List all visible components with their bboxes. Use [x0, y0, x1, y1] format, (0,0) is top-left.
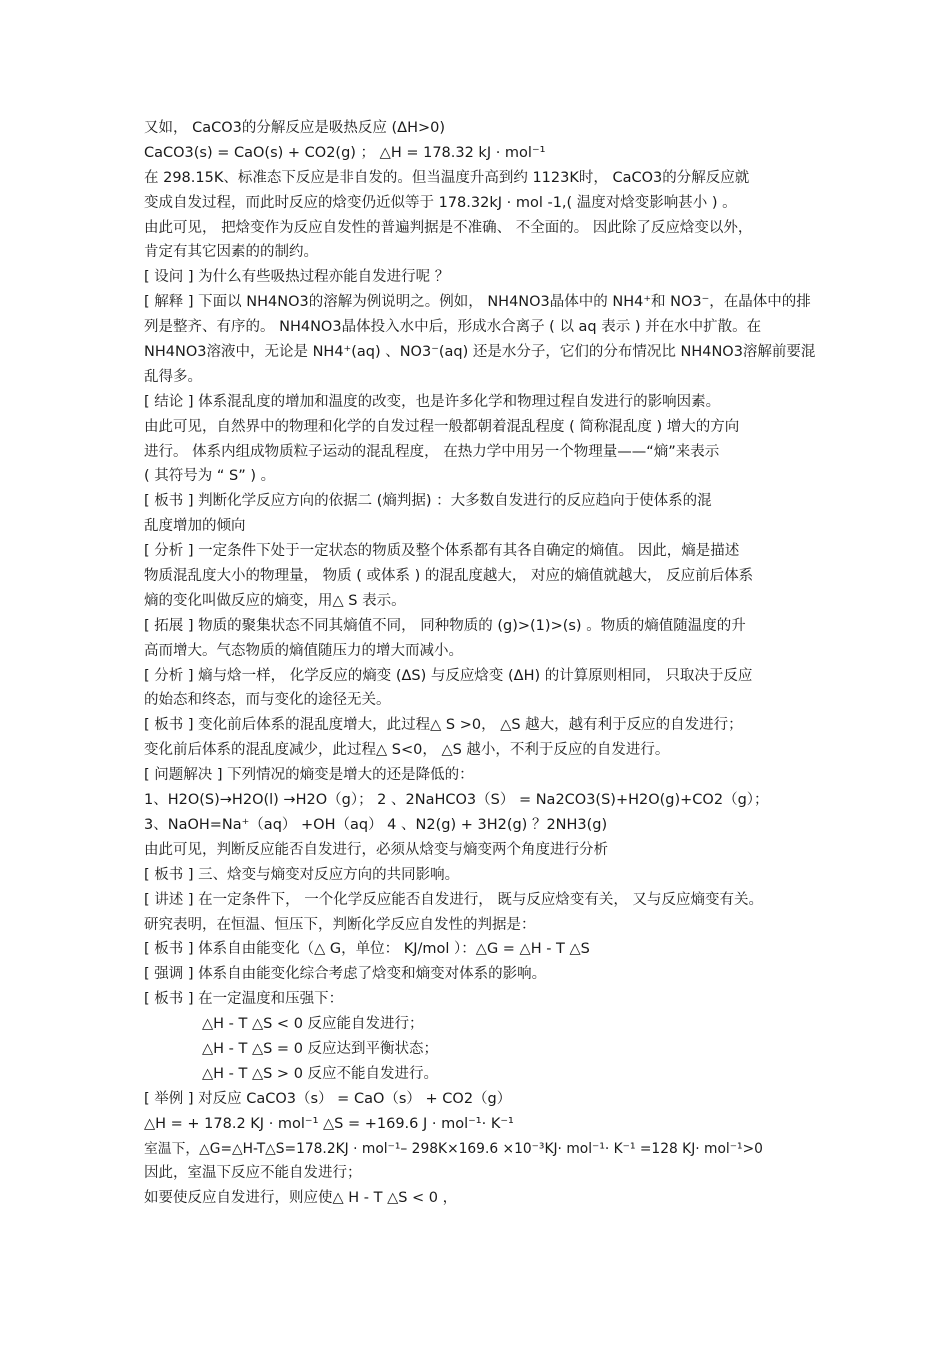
analysis-line: [ 分析 ] 熵与焓一样， 化学反应的熵变 (ΔS) 与反应焓变 (ΔH) 的计算原则相同， 只取决于反应	[144, 667, 753, 684]
criterion-line: △H - T △S = 0 反应达到平衡状态；	[202, 1040, 439, 1057]
board-note-line: [ 板书 ] 在一定温度和压强下：	[144, 991, 344, 1008]
text-line: 由此可见，自然界中的物理和化学的自发过程一般都朝着混乱程度 ( 简称混乱度 ) 增大的方向	[144, 418, 740, 435]
board-note-line: [ 板书 ] 变化前后体系的混乱度增大，此过程△ S >0， △S 越大，越有利于反应的自发进行；	[144, 717, 743, 734]
text-line: 乱度增加的倾向	[144, 518, 246, 535]
criterion-line: △H - T △S < 0 反应能自发进行；	[202, 1016, 424, 1033]
analysis-line: [ 分析 ] 一定条件下处于一定状态的物质及整个体系都有其各自确定的熵值。 因此，熵是描述	[144, 543, 740, 560]
text-line: 高而增大。气态物质的熵值随压力的增大而减小。	[144, 642, 463, 659]
text-line: NH4NO3溶液中，无论是 NH4⁺(aq) 、NO3⁻(aq) 还是水分子，它们的分布情况比 NH4NO3溶解前要混	[144, 344, 816, 361]
lecture-line: [ 讲述 ] 在一定条件下， 一个化学反应能否自发进行， 既与反应焓变有关， 又与反应熵变有关。	[144, 891, 763, 908]
equation-line: 1、H2O(S)→H2O(l) →H2O（g）； 2 、2NaHCO3（S） = Na2CO3(S)+H2O(g)+CO2（g）；	[144, 792, 769, 809]
board-note-line: [ 板书 ] 判断化学反应方向的依据二 (熵判据) ：大多数自发进行的反应趋向于使体系的混	[144, 493, 712, 510]
text-line: 又如， CaCO3的分解反应是吸热反应 (ΔH>0)	[144, 120, 446, 136]
text-line: 在 298.15K、标准态下反应是非自发的。但当温度升高到约 1123K时， CaCO3的分解反应就	[144, 169, 750, 186]
conclusion-line: [ 结论 ] 体系混乱度的增加和温度的改变，也是许多化学和物理过程自发进行的影响因素。	[144, 393, 721, 410]
text-line: 列是整齐、有序的。 NH4NO3晶体投入水中后，形成水合离子 ( 以 aq 表示 ) 并在水中扩散。在	[144, 319, 762, 336]
text-line: 熵的变化叫做反应的熵变，用△ S 表示。	[144, 592, 406, 609]
equation-line: 3、NaOH=Na⁺（aq） +OH（aq） 4 、N2(g) + 3H2(g) ？2NH3(g)	[144, 816, 608, 833]
extension-line: [ 拓展 ] 物质的聚集状态不同其熵值不同， 同种物质的 (g)>(1)>(s) 。物质的熵值随温度的升	[144, 617, 746, 634]
text-line: 变化前后体系的混乱度减少，此过程△ S<0， △S 越小，不利于反应的自发进行。	[144, 742, 670, 759]
board-note-line: [ 板书 ] 体系自由能变化（△ G，单位： KJ/mol ）：△G = △H - T △S	[144, 941, 590, 958]
calculation-line: 室温下，△G=△H-T△S=178.2KJ · mol⁻¹– 298K×169.6 ×10⁻³KJ· mol⁻¹· K⁻¹ =128 KJ· mol⁻¹>0	[144, 1140, 763, 1157]
text-line: 肯定有其它因素的的制约。	[144, 244, 318, 261]
text-line: 进行。 体系内组成物质粒子运动的混乱程度， 在热力学中用另一个物理量——“熵”来表示	[144, 443, 720, 460]
text-line: 的始态和终态，而与变化的途径无关。	[144, 692, 391, 709]
text-line: 由此可见， 把焓变作为反应自发性的普遍判据是不准确、 不全面的。 因此除了反应焓变以外，	[144, 219, 753, 236]
emphasis-line: [ 强调 ] 体系自由能变化综合考虑了焓变和熵变对体系的影响。	[144, 966, 547, 983]
question-line: [ 设问 ] 为什么有些吸热过程亦能自发进行呢 ？	[144, 269, 450, 286]
problem-line: [ 问题解决 ] 下列情况的熵变是增大的还是降低的：	[144, 767, 474, 784]
criterion-line: △H - T △S > 0 反应不能自发进行。	[202, 1065, 439, 1082]
equation-line: △H = + 178.2 KJ · mol⁻¹ △S = +169.6 J · mol⁻¹· K⁻¹	[144, 1115, 514, 1132]
text-line: [ 解释 ] 下面以 NH4NO3的溶解为例说明之。例如， NH4NO3晶体中的 NH4⁺和 NO3⁻，在晶体中的排	[144, 294, 811, 311]
example-line: [ 举例 ] 对反应 CaCO3（s） = CaO（s） + CO2（g）	[144, 1090, 512, 1107]
text-line: ( 其符号为 “ S” ) 。	[144, 468, 276, 485]
text-line: 如要使反应自发进行，则应使△ H - T △S < 0 ，	[144, 1190, 458, 1207]
text-line: 由此可见，判断反应能否自发进行，必须从焓变与熵变两个角度进行分析	[144, 841, 608, 858]
text-line: 研究表明，在恒温、恒压下，判断化学反应自发性的判据是：	[144, 916, 536, 933]
text-line: 因此，室温下反应不能自发进行；	[144, 1165, 362, 1182]
text-line: CaCO3(s) = CaO(s) + CO2(g) ； △H = 178.32 kJ · mol⁻¹	[144, 144, 546, 161]
text-line: 变成自发过程，而此时反应的焓变仍近似等于 178.32kJ · mol -1,( 温度对焓变影响甚小 ) 。	[144, 194, 737, 211]
document-body	[144, 116, 844, 1211]
text-line: 乱得多。	[144, 368, 202, 385]
board-note-line: [ 板书 ] 三、焓变与熵变对反应方向的共同影响。	[144, 866, 460, 883]
text-line: 物质混乱度大小的物理量， 物质 ( 或体系 ) 的混乱度越大， 对应的熵值就越大， 反应前后体系	[144, 568, 754, 585]
